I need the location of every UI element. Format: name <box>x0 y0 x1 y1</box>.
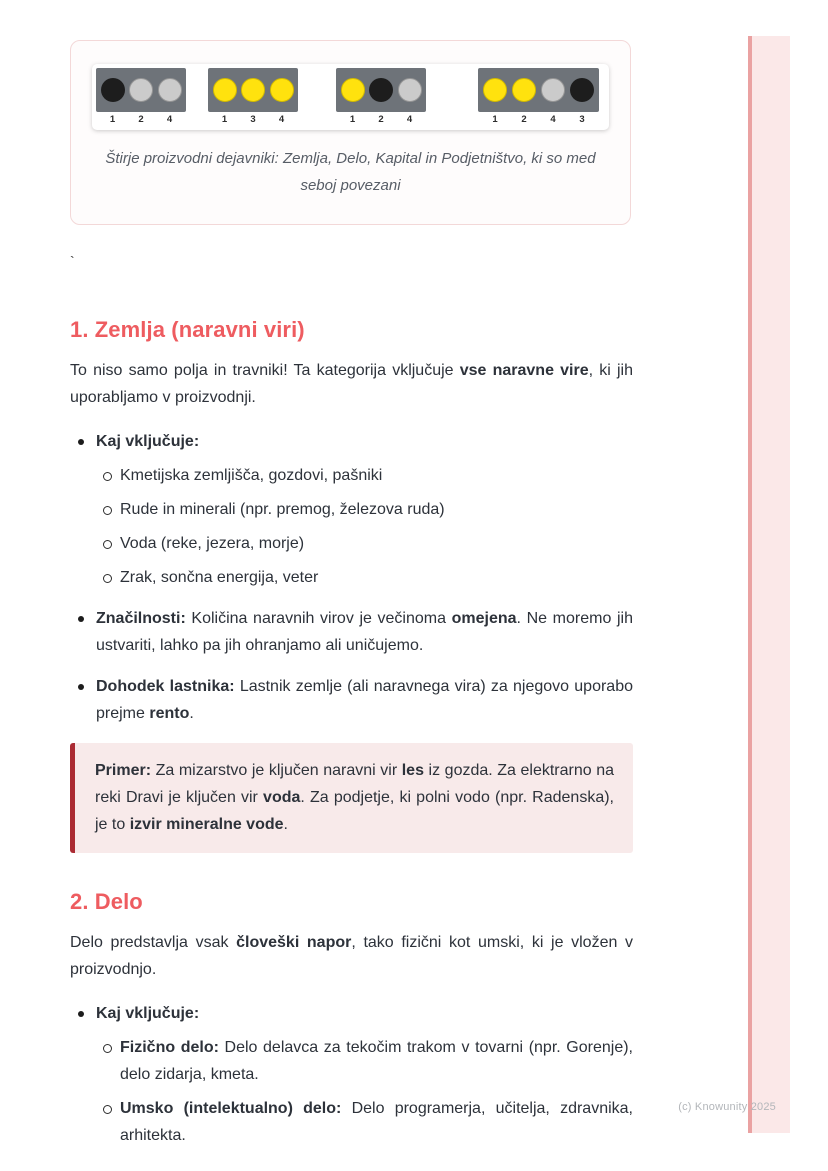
section-delo-intro: Delo predstavlja vsak človeški napor, tako fizični kot umski, ki je vložen v proizvodnjo. <box>70 934 634 978</box>
dot-panel-box <box>96 68 186 112</box>
list-item <box>96 673 633 727</box>
list-item-text: Fizično delo: Delo delavca za tekočim trakom v tovarni (npr. Gorenje), delo zidarja, kmeta. <box>120 1039 634 1083</box>
list-item-text: Značilnosti: Količina naravnih virov je večinoma omejena. Ne moremo jih ustvariti, lahko pa jih ohranjamo ali uničujemo. <box>96 610 633 654</box>
dot-label: 4 <box>278 114 285 125</box>
dot-label: 1 <box>109 114 116 125</box>
right-margin-stripe <box>748 36 790 1133</box>
section-zemlja <box>70 317 633 853</box>
indicator-dot <box>512 78 536 102</box>
dot-label: 1 <box>221 114 228 125</box>
indicator-dot <box>570 78 594 102</box>
dot-label: 4 <box>550 114 556 125</box>
dot-panel-labels <box>478 114 599 125</box>
indicator-dot <box>101 78 125 102</box>
indicator-dot <box>483 78 507 102</box>
dot-panel-labels <box>208 114 298 125</box>
list-item <box>96 605 633 659</box>
dot-panel-labels <box>336 114 426 125</box>
stray-backtick: ` <box>70 253 75 269</box>
dot-label: 1 <box>349 114 356 125</box>
indicator-dot <box>369 78 393 102</box>
indicator-dot <box>341 78 365 102</box>
list-item <box>120 564 633 591</box>
indicator-dot <box>241 78 265 102</box>
example-callout <box>70 743 633 853</box>
figure-image-card <box>92 64 609 130</box>
example-text: Primer: Za mizarstvo je ključen naravni vir les iz gozda. Za elektrarno na reki Dravi je ključen vir voda. Za podjetje, ki polni vodo (npr. Radenska), je to izvir mineralne vode. <box>95 762 615 833</box>
dot-label: 1 <box>492 114 498 125</box>
indicator-dot <box>398 78 422 102</box>
list-item <box>120 1095 633 1149</box>
delo-bullet-list <box>70 1000 633 1149</box>
section-delo <box>70 889 633 1149</box>
list-item <box>120 496 633 523</box>
document-content <box>70 40 633 1149</box>
list-item <box>120 1034 633 1088</box>
list-item-text: Voda (reke, jezera, morje) <box>120 535 305 552</box>
dot-label: 3 <box>250 114 256 125</box>
dot-panel-3 <box>336 68 426 125</box>
indicator-dot <box>158 78 182 102</box>
dot-label: 2 <box>138 114 144 125</box>
delo-sub-list <box>96 1034 633 1149</box>
copyright-watermark: (c) Knowunity 2025 <box>678 1101 776 1113</box>
dot-panel-box <box>208 68 298 112</box>
zemlja-bullet-list <box>70 428 633 727</box>
indicator-dot <box>541 78 565 102</box>
indicator-dot <box>213 78 237 102</box>
list-item-text: Umsko (intelektualno) delo: Delo programerja, učitelja, zdravnika, arhitekta. <box>120 1100 633 1144</box>
list-item-text: Kaj vključuje: <box>96 1005 200 1022</box>
indicator-dot <box>270 78 294 102</box>
list-item <box>120 462 633 489</box>
dot-label: 2 <box>378 114 384 125</box>
figure-card <box>70 40 631 225</box>
zemlja-sub-list <box>96 462 633 591</box>
list-item-text: Kaj vključuje: <box>96 433 200 450</box>
list-item <box>96 428 633 591</box>
dot-panel-labels <box>96 114 186 125</box>
dot-label: 4 <box>406 114 413 125</box>
indicator-dot <box>129 78 153 102</box>
dot-panel-2 <box>208 68 298 125</box>
list-item-text: Zrak, sončna energija, veter <box>120 569 319 586</box>
list-item <box>120 530 633 557</box>
list-item-text: Dohodek lastnika: Lastnik zemlje (ali naravnega vira) za njegovo uporabo prejme rento. <box>96 678 634 722</box>
list-item <box>96 1000 633 1149</box>
dot-panel-box <box>336 68 426 112</box>
list-item-text: Rude in minerali (npr. premog, železova ruda) <box>120 501 445 518</box>
section-zemlja-heading: 1. Zemlja (naravni viri) <box>70 317 305 342</box>
dot-label: 3 <box>579 114 585 125</box>
dot-panel-box <box>478 68 599 112</box>
list-item-text: Kmetijska zemljišča, gozdovi, pašniki <box>120 467 383 484</box>
section-zemlja-intro: To niso samo polja in travniki! Ta kategorija vključuje vse naravne vire, ki jih uporabljamo v proizvodnji. <box>70 362 634 406</box>
dot-panel-4 <box>478 68 599 125</box>
dot-panel-1 <box>96 68 186 125</box>
section-delo-heading: 2. Delo <box>70 889 143 914</box>
dot-label: 2 <box>521 114 527 125</box>
dot-label: 4 <box>166 114 173 125</box>
figure-caption: Štirje proizvodni dejavniki: Zemlja, Delo, Kapital in Podjetništvo, ki so med seboj povezani <box>105 150 596 194</box>
